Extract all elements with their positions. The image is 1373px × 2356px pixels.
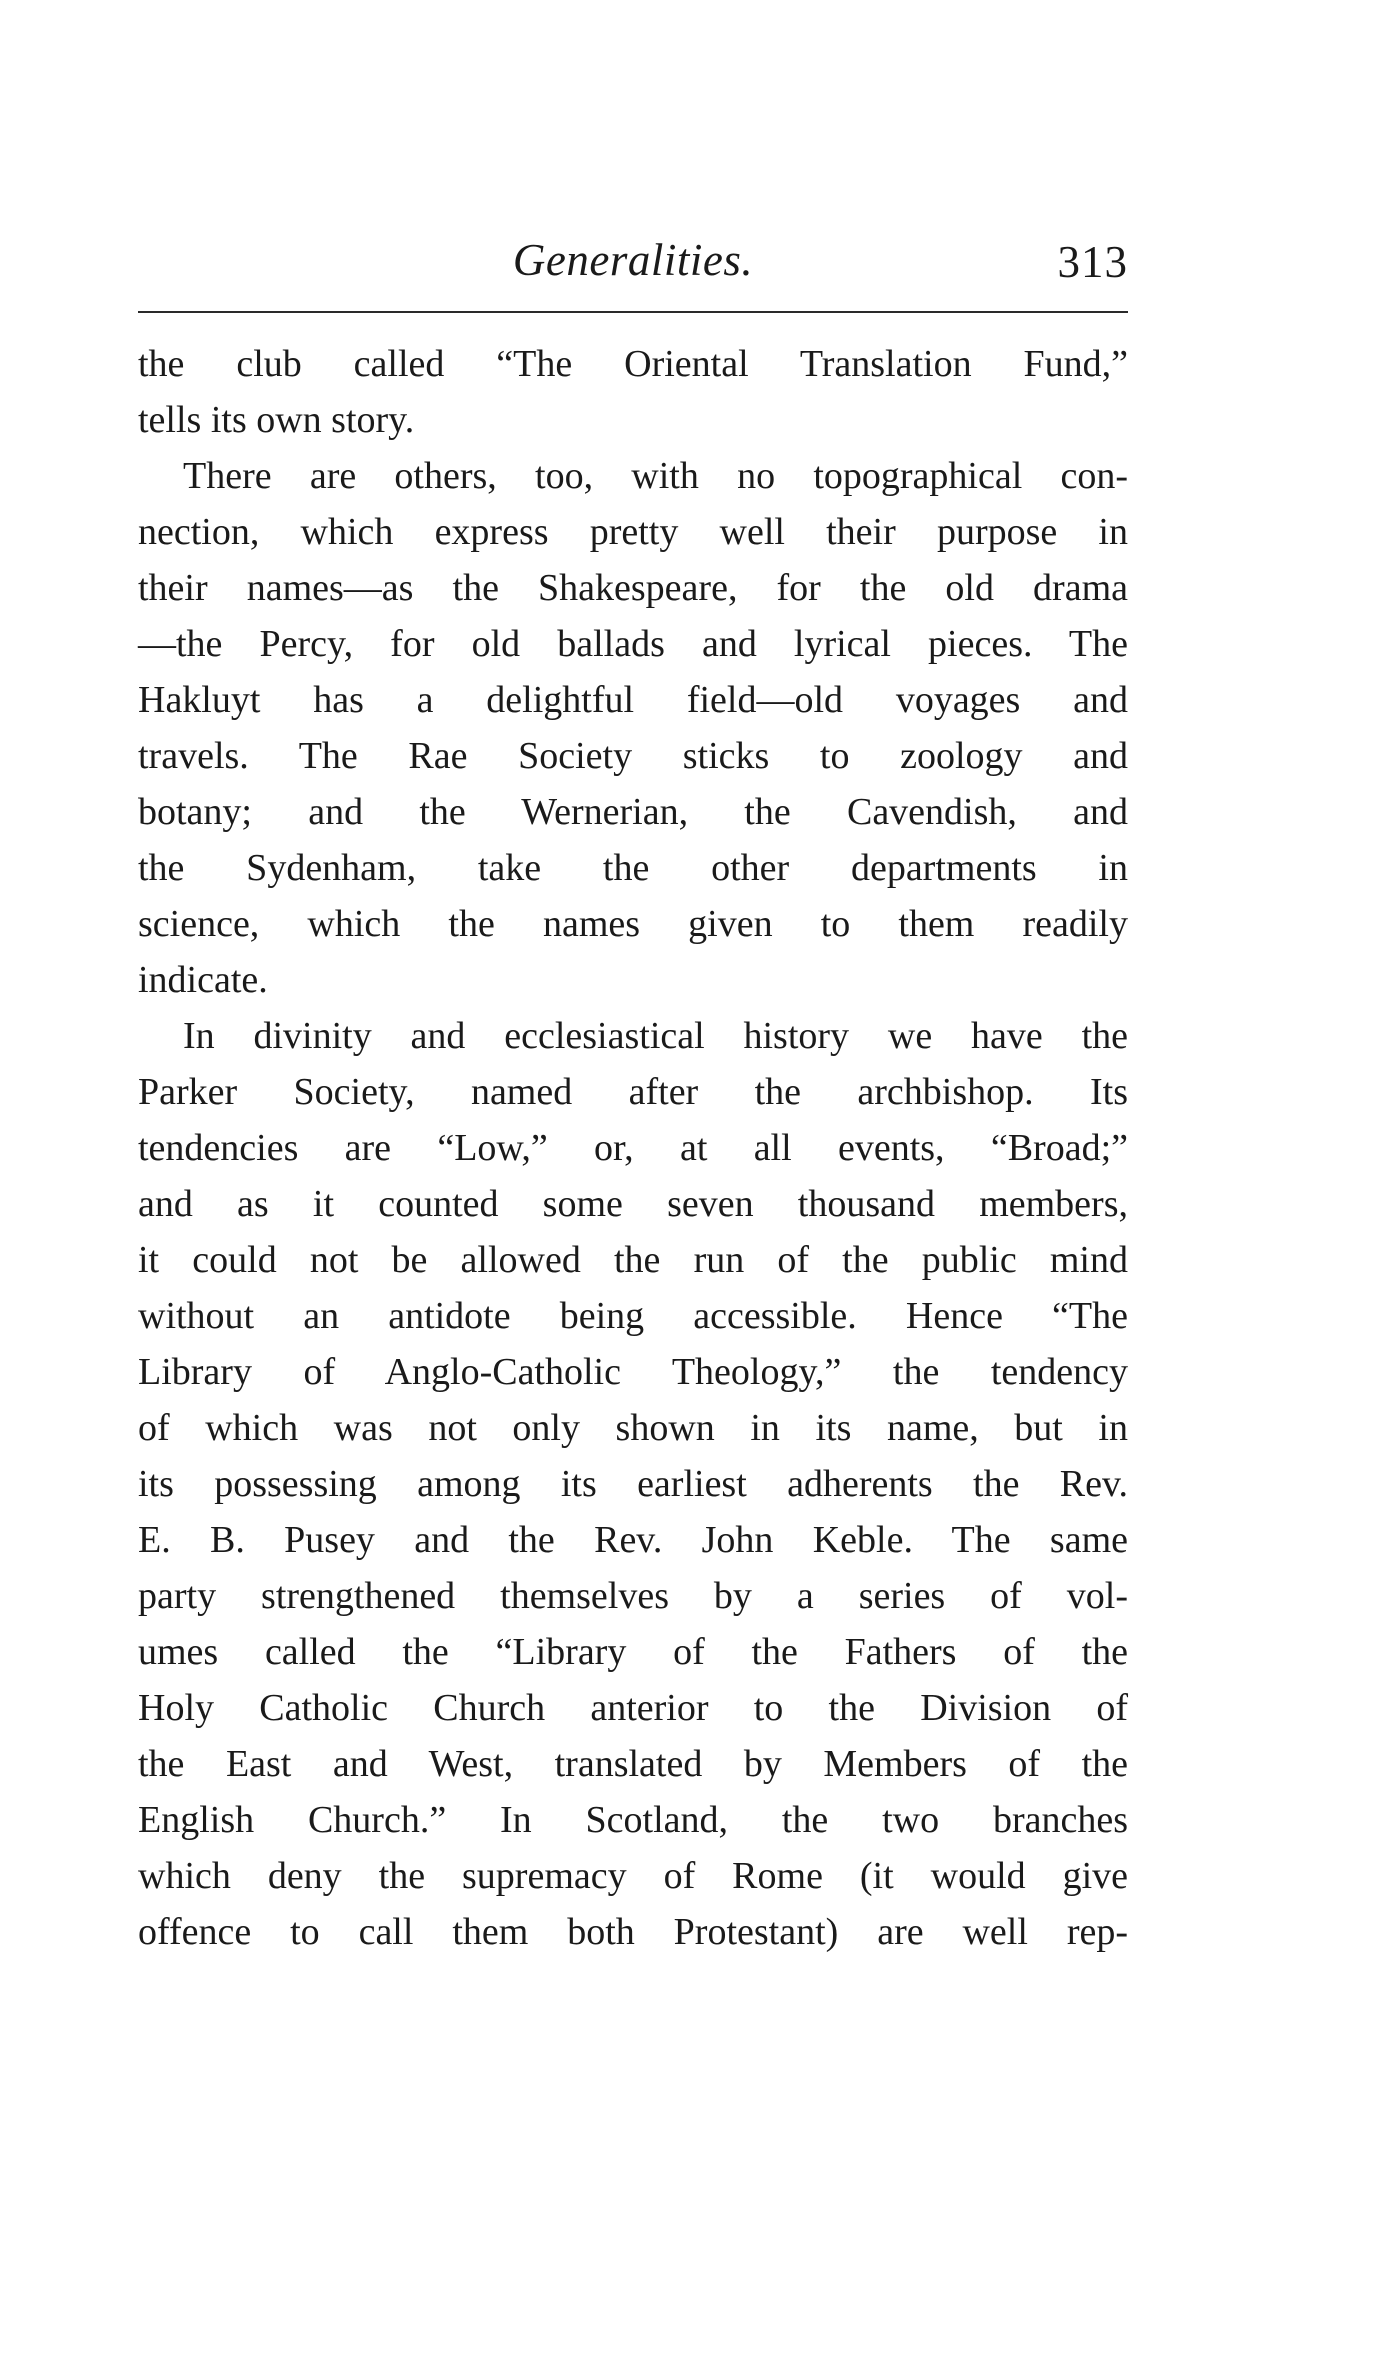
page-number: 313 (1057, 237, 1128, 287)
text-line: party strengthened themselves by a series of vol- (138, 1575, 1128, 1617)
text-line: E. B. Pusey and the Rev. John Keble. The same (138, 1519, 1128, 1561)
text-line: the Sydenham, take the other departments in (138, 847, 1128, 889)
text-line: In divinity and ecclesiastical history we have the (183, 1015, 1128, 1057)
text-line: Holy Catholic Church anterior to the Division of (138, 1687, 1128, 1729)
text-line: tells its own story. (138, 399, 415, 441)
body-text (138, 336, 1128, 1960)
text-line: science, which the names given to them readily (138, 903, 1128, 945)
running-head (138, 225, 1128, 295)
paragraph (138, 336, 1128, 448)
text-line: without an antidote being accessible. Hence “The (138, 1295, 1128, 1337)
text-line: of which was not only shown in its name, but in (138, 1407, 1128, 1449)
text-line: travels. The Rae Society sticks to zoology and (138, 735, 1128, 777)
text-line: it could not be allowed the run of the public mind (138, 1239, 1128, 1281)
text-line: its possessing among its earliest adherents the Rev. (138, 1463, 1128, 1505)
text-line: the East and West, translated by Members of the (138, 1743, 1128, 1785)
paragraph (138, 1008, 1128, 1960)
text-line: Hakluyt has a delightful field—old voyages and (138, 679, 1128, 721)
text-line: which deny the supremacy of Rome (it would give (138, 1855, 1128, 1897)
text-line: botany; and the Wernerian, the Cavendish, and (138, 791, 1128, 833)
running-title: Generalities. (512, 235, 754, 285)
text-line: their names—as the Shakespeare, for the old drama (138, 567, 1128, 609)
text-line: umes called the “Library of the Fathers of the (138, 1631, 1128, 1673)
text-line: Parker Society, named after the archbishop. Its (138, 1071, 1128, 1113)
paragraph (138, 448, 1128, 1008)
text-line: and as it counted some seven thousand members, (138, 1183, 1128, 1225)
text-line: There are others, too, with no topographical con- (183, 455, 1128, 497)
text-line: English Church.” In Scotland, the two branches (138, 1799, 1128, 1841)
text-line: indicate. (138, 959, 268, 1001)
text-line: Library of Anglo-Catholic Theology,” the tendency (138, 1351, 1128, 1393)
header-rule (138, 311, 1128, 313)
text-line: nection, which express pretty well their purpose in (138, 511, 1128, 553)
text-line: offence to call them both Protestant) are well rep- (138, 1911, 1128, 1953)
text-line: —the Percy, for old ballads and lyrical pieces. The (138, 623, 1128, 665)
text-line: tendencies are “Low,” or, at all events, “Broad;” (138, 1127, 1128, 1169)
text-line: the club called “The Oriental Translation Fund,” (138, 343, 1128, 385)
